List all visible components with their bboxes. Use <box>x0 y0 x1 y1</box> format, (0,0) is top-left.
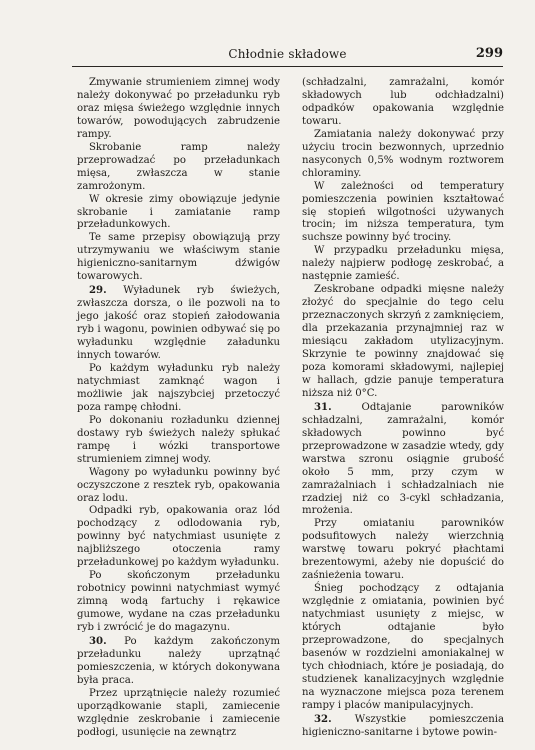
paragraph <box>302 518 504 583</box>
paragraph-text: Zamiatania należy dokonywać przy użyciu trocin bezwonnych, uprzednio nasyconych 0,5% wodnym roztworem chloraminy. <box>302 128 504 179</box>
paragraph <box>77 570 280 635</box>
paragraph <box>302 181 504 246</box>
right-text-column <box>302 77 504 740</box>
paragraph <box>302 583 504 713</box>
paragraph-text: Odpadki ryb, opakowania oraz lód pochodzący z odlodowania ryb, powinny być natychmiast usunięte z najbliższego otoczenia ramy przeładunkowej po każdym wyładunku. <box>77 505 280 569</box>
paragraph <box>77 688 280 740</box>
page-number: 299 <box>475 46 503 61</box>
paragraph <box>77 505 280 570</box>
paragraph <box>302 401 504 519</box>
paragraph <box>302 713 504 740</box>
paragraph-text: Te same przepisy obowiązują przy utrzymywaniu we właściwym stanie higieniczno-sanitarnym dźwigów towarowych. <box>77 232 280 283</box>
paragraph-text: Po skończonym przeładunku robotnicy powinni natychmiast wymyć zimną wodą fartuchy i rękawice gumowe, wydane na czas przeładunku ryb i zwrócić je do magazynu. <box>77 570 280 634</box>
paragraph-text: W okresie zimy obowiązuje jedynie skrobanie i zamiatanie ramp przeładunkowych. <box>77 193 280 231</box>
paragraph <box>77 415 280 467</box>
paragraph-text: Przy omiataniu parowników podsufitowych należy wierzchnią warstwę towaru pokryć płachtami brezentowymi, ażeby nie dopuścić do zaśnieżenia towaru. <box>302 518 504 582</box>
paragraph-text: Przez uprzątnięcie należy rozumieć uporządkowanie stapli, zamiecenie względnie zeskrobanie i zamiecenie podłogi, usunięcie na zewnątrz <box>77 687 280 738</box>
paragraph-text: W przypadku przeładunku mięsa, należy najpierw podłogę zeskrobać, a następnie zamieść. <box>302 245 504 283</box>
paragraph-text: Po każdym wyładunku ryb należy natychmiast zamknąć wagon i możliwie jak najszybciej przetoczyć poza rampę chłodni. <box>77 362 280 413</box>
paragraph-text: Zeskrobane odpadki mięsne należy złożyć do specjalnie do tego celu przeznaczonych skrzyń z zamknięciem, dla przekazania przynajmniej raz w miesiącu zakładom utylizacyjnym. Skrzynie te powinny znajdować się poza komorami składowymi, najlepiej w hallach, gdzie panuje temperatura niższa niż 0°C. <box>302 284 504 399</box>
paragraph-number: 30. <box>89 634 107 647</box>
paragraph <box>302 77 504 129</box>
paragraph-text: Wyładunek ryb świeżych, zwłaszcza dorsza, o ile pozwoli na to jego jakość oraz stopień załodowania ryb i wagonu, powinien odbywać się po wyładunku względnie załadunku innych towarów. <box>77 285 280 362</box>
paragraph-number: 32. <box>314 712 332 725</box>
paragraph <box>77 77 280 142</box>
paragraph <box>77 194 280 233</box>
paragraph-text: Odtajanie parowników schładzalni, zamrażalni, komór składowych powinno być przeprowadzone w zasadzie wtedy, gdy warstwa szronu osiągnie grubość około 5 mm, przy czym w zamrażalniach i schładzalniach nie rzadziej niż co 3-cykl schładzania, mrożenia. <box>302 401 504 517</box>
paragraph <box>77 363 280 415</box>
paragraph-text: Skrobanie ramp należy przeprowadzać po przeładunkach mięsa, zwłaszcza w stanie zamrożonym. <box>77 141 280 192</box>
paragraph-text: Zmywanie strumieniem zimnej wody należy dokonywać po przeładunku ryb oraz mięsa świeżego względnie innych towarów, powodujących zabrudzenie rampy. <box>77 77 280 140</box>
paragraph <box>77 142 280 194</box>
paragraph-text: (schładzalni, zamrażalni, komór składowych lub odchładzalni) odpadków opakowania względnie towaru. <box>302 77 504 127</box>
paragraph <box>77 635 280 688</box>
page-header <box>72 44 503 67</box>
paragraph <box>302 129 504 181</box>
paragraph <box>77 467 280 506</box>
paragraph-number: 31. <box>314 400 332 413</box>
paragraph-text: Po każdym zakończonym przeładunku należy uprzątnąć pomieszczenia, w których dokonywana była praca. <box>77 635 280 686</box>
paragraph-text: Po dokonaniu rozładunku dziennej dostawy ryb świeżych należy spłukać rampę i wózki transportowe strumieniem zimnej wody. <box>77 414 280 465</box>
paragraph-text: W zależności od temperatury pomieszczenia powinien kształtować się stopień wilgotności używanych trocin; im niższa temperatura, tym suchsze powinny być trociny. <box>302 180 504 244</box>
paragraph-number: 29. <box>89 284 107 297</box>
paragraph <box>302 245 504 284</box>
paragraph-text: Śnieg pochodzący z odtajania względnie z omiatania, powinien być natychmiast usunięty z miejsc, w których odtajanie było przeprowadzone, do specjalnych basenów w rozdzielni amoniakalnej w tych chłodniach, które je posiadają, do studzienek kanalizacyjnych względnie na wyznaczone miejsca poza terenem rampy i placów manipulacyjnych. <box>302 583 504 711</box>
paragraph <box>77 284 280 363</box>
left-text-column <box>77 77 280 740</box>
paragraph <box>302 284 504 401</box>
paragraph-text: Wagony po wyładunku powinny być oczyszczone z resztek ryb, opakowania oraz lodu. <box>77 466 280 504</box>
running-head: Chłodnie składowe <box>228 47 347 61</box>
paragraph-text: Wszystkie pomieszczenia higieniczno-sanitarne i bytowe powin- <box>302 713 504 738</box>
paragraph <box>77 232 280 284</box>
